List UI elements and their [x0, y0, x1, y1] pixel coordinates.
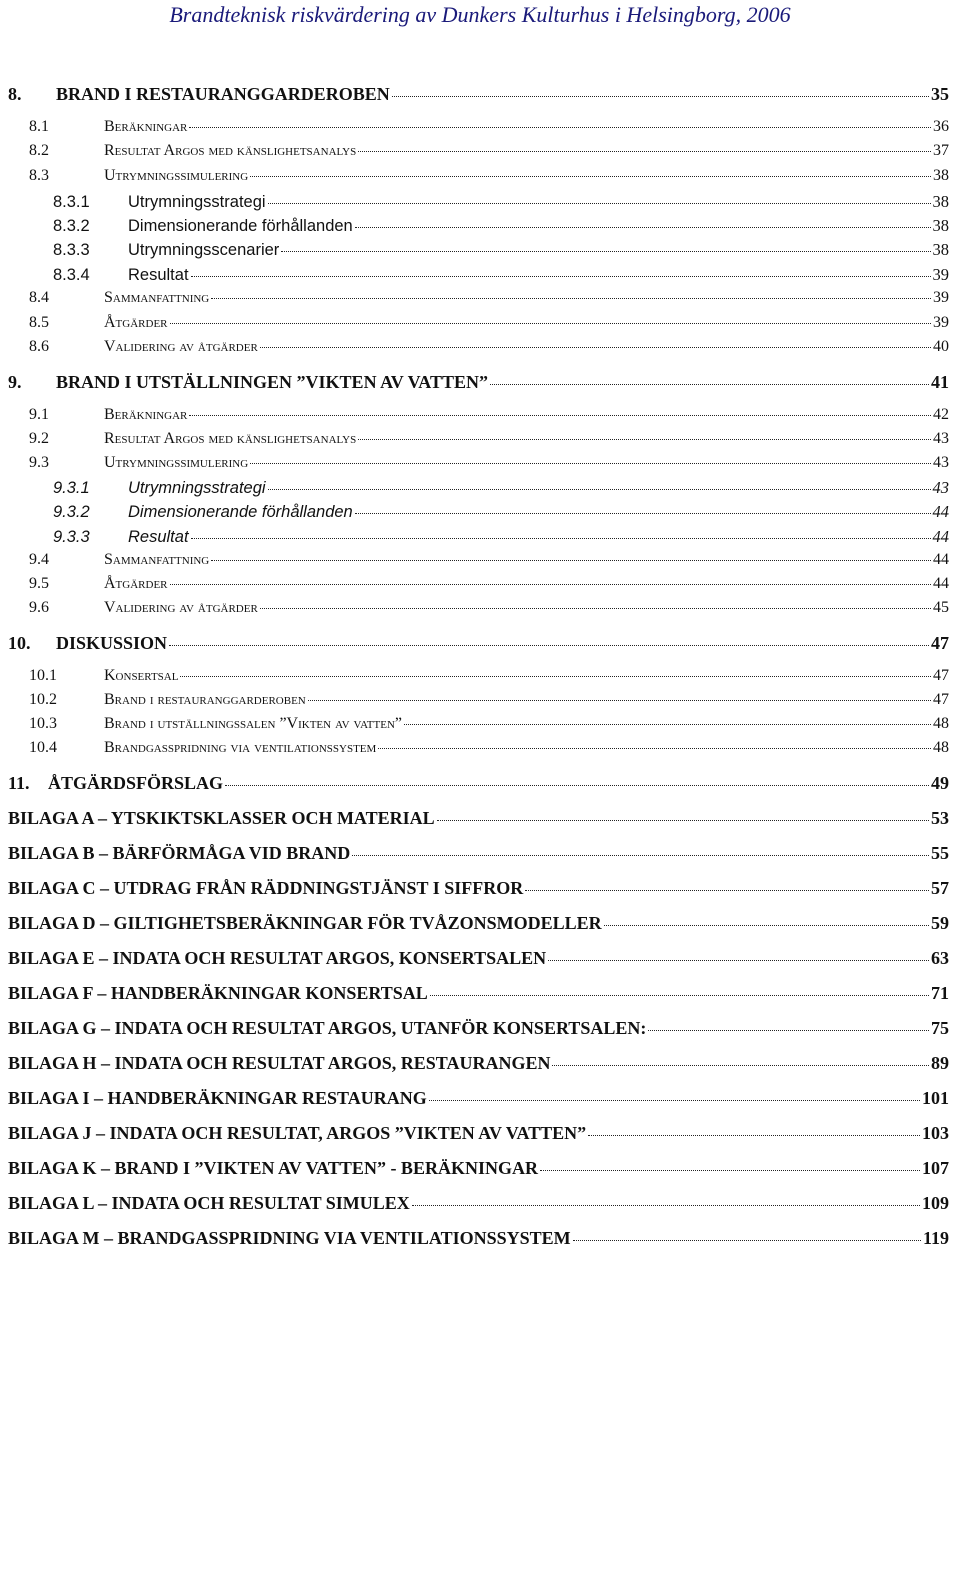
toc-entry-number: 8.3.3: [53, 241, 90, 259]
toc-entry-title: BRAND I RESTAURANGGARDEROBEN: [56, 84, 390, 104]
toc-entry-title: BILAGA L – INDATA OCH RESULTAT SIMULEX: [8, 1193, 410, 1213]
toc-entry-title: Dimensionerande förhållanden: [128, 503, 353, 521]
toc-entry-number: 9.1: [29, 406, 49, 423]
toc-entry-number: 10.1: [29, 667, 57, 684]
dot-leader: [180, 676, 931, 677]
running-header: Brandteknisk riskvärdering av Dunkers Kulturhus i Helsingborg, 2006: [169, 2, 791, 27]
toc-entry-number: 9.2: [29, 430, 49, 447]
toc-entry[interactable]: [53, 240, 949, 260]
toc-entry-title: Brand i restauranggarderoben: [104, 691, 306, 708]
toc-entry-page-number: 48: [933, 715, 949, 732]
toc-entry-number: 10.4: [29, 739, 57, 756]
toc-appendix-entry[interactable]: [8, 1123, 949, 1144]
toc-entry[interactable]: [29, 551, 949, 569]
toc-entry-title: Brandgasspridning via ventilationssystem: [104, 739, 377, 756]
dot-leader: [352, 855, 929, 856]
toc-entry[interactable]: [29, 599, 949, 617]
toc-entry-number: 8.3: [29, 167, 49, 184]
toc-entry-title: Utrymningsstrategi: [128, 479, 266, 497]
toc-entry-page-number: 47: [933, 667, 949, 684]
toc-entry-page-number: 43: [933, 454, 949, 471]
toc-entry[interactable]: [29, 406, 949, 424]
toc-entry-page-number: 45: [933, 599, 949, 616]
dot-leader: [648, 1030, 929, 1031]
toc-entry[interactable]: [29, 430, 949, 448]
toc-entry[interactable]: [53, 192, 949, 212]
dot-leader: [268, 489, 931, 490]
toc-entry-number: 8.3.2: [53, 217, 90, 235]
toc-entry-title: BILAGA J – INDATA OCH RESULTAT, ARGOS ”VIKTEN AV VATTEN”: [8, 1123, 587, 1143]
toc-entry-title: Beräkningar: [104, 406, 188, 423]
toc-entry[interactable]: [29, 338, 949, 356]
toc-entry-page-number: 44: [932, 527, 949, 546]
dot-leader: [437, 820, 929, 821]
toc-entry[interactable]: [29, 715, 949, 733]
dot-leader: [540, 1170, 920, 1171]
dot-leader: [604, 925, 929, 926]
toc-entry-page-number: 43: [933, 430, 949, 447]
toc-entry-number: 9.: [8, 372, 22, 392]
toc-entry[interactable]: [53, 527, 949, 547]
toc-entry-title: Resultat: [128, 528, 189, 546]
toc-entry-title: Beräkningar: [104, 118, 188, 135]
toc-entry-page-number: 44: [932, 502, 949, 521]
dot-leader: [268, 203, 931, 204]
dot-leader: [392, 96, 929, 97]
toc-entry-title: BILAGA D – GILTIGHETSBERÄKNINGAR FÖR TVÅZONSMODELLER: [8, 913, 602, 933]
toc-entry-title: Utrymningssimulering: [104, 454, 249, 471]
toc-entry-page-number: 40: [933, 338, 949, 355]
toc-entry-number: 10.3: [29, 715, 57, 732]
dot-leader: [189, 415, 931, 416]
toc-entry-title: Åtgärder: [104, 575, 168, 592]
dot-leader: [430, 995, 929, 996]
toc-entry[interactable]: [29, 289, 949, 307]
dot-leader: [250, 176, 931, 177]
toc-entry-page-number: 59: [931, 913, 949, 933]
toc-entry-title: Utrymningssimulering: [104, 167, 249, 184]
toc-entry-page-number: 71: [931, 983, 949, 1003]
dot-leader: [281, 251, 930, 252]
toc-entry-title: Sammanfattning: [104, 289, 210, 306]
toc-entry-page-number: 38: [932, 216, 949, 235]
toc-entry-title: BRAND I UTSTÄLLNINGEN ”VIKTEN AV VATTEN”: [56, 372, 488, 392]
dot-leader: [552, 1065, 929, 1066]
toc-entry-page-number: 38: [932, 240, 949, 259]
toc-entry[interactable]: [8, 773, 949, 794]
toc-entry-title: Åtgärder: [104, 314, 168, 331]
toc-appendix-entry[interactable]: [8, 808, 949, 829]
toc-entry-title: Dimensionerande förhållanden: [128, 217, 353, 235]
dot-leader: [548, 960, 929, 961]
toc-entry[interactable]: [29, 167, 949, 185]
toc-entry-page-number: 47: [933, 691, 949, 708]
toc-entry-page-number: 42: [933, 406, 949, 423]
toc-entry-title: BILAGA C – UTDRAG FRÅN RÄDDNINGSTJÄNST I SIFFROR: [8, 878, 524, 898]
toc-entry-page-number: 39: [932, 265, 949, 284]
toc-entry-number: 8.3.1: [53, 193, 90, 211]
toc-entry-number: 9.3.2: [53, 503, 90, 521]
dot-leader: [412, 1205, 920, 1206]
toc-entry-page-number: 55: [931, 843, 949, 863]
toc-entry-page-number: 38: [933, 167, 949, 184]
toc-entry-number: 9.5: [29, 575, 49, 592]
toc-entry-title: Resultat Argos med känslighetsanalys: [104, 430, 357, 447]
toc-entry-number: 9.3: [29, 454, 49, 471]
toc-entry-title: Brand i utställningssalen ”Vikten av vatten”: [104, 715, 403, 732]
toc-entry[interactable]: [29, 454, 949, 472]
toc-entry-page-number: 43: [932, 478, 949, 497]
toc-entry-page-number: 57: [931, 878, 949, 898]
toc-entry-title: BILAGA A – YTSKIKTSKLASSER OCH MATERIAL: [8, 808, 435, 828]
toc-entry[interactable]: [53, 502, 949, 522]
toc-appendix-entry[interactable]: [8, 1193, 949, 1214]
toc-entry-page-number: 47: [931, 633, 949, 653]
toc-entry-page-number: 107: [922, 1158, 949, 1178]
toc-entry-number: 10.2: [29, 691, 57, 708]
toc-entry-number: 8.2: [29, 142, 49, 159]
dot-leader: [260, 347, 931, 348]
dot-leader: [191, 538, 931, 539]
toc-entry-page-number: 49: [931, 773, 949, 793]
dot-leader: [525, 890, 929, 891]
dot-leader: [490, 384, 929, 385]
toc-entry-number: 8.3.4: [53, 266, 90, 284]
dot-leader: [355, 513, 931, 514]
toc-entry-number: 8.5: [29, 314, 49, 331]
toc-entry[interactable]: [53, 478, 949, 498]
toc-entry-page-number: 63: [931, 948, 949, 968]
toc-appendix-entry[interactable]: [8, 1228, 949, 1249]
dot-leader: [358, 151, 931, 152]
dot-leader: [191, 276, 931, 277]
toc-entry-page-number: 75: [931, 1018, 949, 1038]
toc-entry-title: Validering av åtgärder: [104, 338, 258, 355]
toc-entry-page-number: 53: [931, 808, 949, 828]
toc-entry-title: BILAGA F – HANDBERÄKNINGAR KONSERTSAL: [8, 983, 428, 1003]
toc-appendix-entry[interactable]: [8, 1053, 949, 1074]
toc-entry-title: Validering av åtgärder: [104, 599, 258, 616]
toc-entry[interactable]: [8, 84, 949, 105]
toc-entry-page-number: 41: [931, 372, 949, 392]
dot-leader: [573, 1240, 921, 1241]
toc-entry[interactable]: [29, 314, 949, 332]
toc-entry-page-number: 37: [933, 142, 949, 159]
toc-appendix-entry[interactable]: [8, 878, 949, 899]
toc-entry[interactable]: [29, 142, 949, 160]
toc-appendix-entry[interactable]: [8, 983, 949, 1004]
toc-entry-title: BILAGA I – HANDBERÄKNINGAR RESTAURANG: [8, 1088, 427, 1108]
dot-leader: [588, 1135, 920, 1136]
toc-entry[interactable]: [8, 633, 949, 654]
toc-entry-title: Resultat: [128, 266, 189, 284]
toc-appendix-entry[interactable]: [8, 843, 949, 864]
toc-entry-page-number: 39: [933, 314, 949, 331]
toc-entry-number: 9.6: [29, 599, 49, 616]
toc-appendix-entry[interactable]: [8, 1018, 949, 1039]
toc-entry-title: Konsertsal: [104, 667, 179, 684]
toc-entry-page-number: 36: [933, 118, 949, 135]
toc-entry[interactable]: [53, 216, 949, 236]
toc-entry-number: 8.1: [29, 118, 49, 135]
toc-entry[interactable]: [8, 372, 949, 393]
toc-entry-page-number: 89: [931, 1053, 949, 1073]
dot-leader: [260, 608, 931, 609]
dot-leader: [404, 724, 931, 725]
toc-appendix-entry[interactable]: [8, 1158, 949, 1179]
toc-entry[interactable]: [29, 739, 949, 757]
dot-leader: [189, 127, 931, 128]
toc-appendix-entry[interactable]: [8, 913, 949, 934]
dot-leader: [170, 584, 932, 585]
toc-entry-number: 9.3.1: [53, 479, 90, 497]
dot-leader: [355, 227, 931, 228]
dot-leader: [211, 560, 931, 561]
toc-entry-number: 10.: [8, 633, 31, 653]
toc-entry-page-number: 119: [922, 1228, 949, 1248]
toc-entry[interactable]: [53, 265, 949, 285]
toc-entry-title: BILAGA G – INDATA OCH RESULTAT ARGOS, UTANFÖR KONSERTSALEN:: [8, 1018, 647, 1038]
dot-leader: [429, 1100, 920, 1101]
dot-leader: [308, 700, 931, 701]
toc-entry-title: BILAGA E – INDATA OCH RESULTAT ARGOS, KONSERTSALEN: [8, 948, 547, 968]
toc-entry-title: BILAGA M – BRANDGASSPRIDNING VIA VENTILATIONSSYSTEM: [8, 1228, 571, 1248]
toc-entry-page-number: 35: [931, 84, 949, 104]
toc-entry-title: Sammanfattning: [104, 551, 210, 568]
toc-entry-title: ÅTGÄRDSFÖRSLAG: [48, 773, 224, 793]
toc-entry[interactable]: [29, 691, 949, 709]
dot-leader: [169, 645, 929, 646]
toc-entry[interactable]: [29, 667, 949, 685]
toc-entry-number: 8.: [8, 84, 22, 104]
dot-leader: [211, 298, 931, 299]
dot-leader: [358, 439, 931, 440]
toc-entry-number: 8.6: [29, 338, 49, 355]
toc-entry-title: DISKUSSION: [56, 633, 168, 653]
toc-entry-page-number: 109: [922, 1193, 949, 1213]
toc-entry-number: 9.4: [29, 551, 49, 568]
toc-entry[interactable]: [29, 118, 949, 136]
toc-entry-title: BILAGA B – BÄRFÖRMÅGA VID BRAND: [8, 843, 351, 863]
toc-entry-page-number: 44: [933, 551, 949, 568]
toc-entry-number: 9.3.3: [53, 528, 90, 546]
dot-leader: [225, 785, 929, 786]
toc-entry-title: BILAGA K – BRAND I ”VIKTEN AV VATTEN” - BERÄKNINGAR: [8, 1158, 538, 1178]
toc-entry[interactable]: [29, 575, 949, 593]
toc-entry-title: Utrymningsscenarier: [128, 241, 280, 259]
toc-entry-number: 8.4: [29, 289, 49, 306]
dot-leader: [170, 323, 932, 324]
toc-appendix-entry[interactable]: [8, 1088, 949, 1109]
toc-entry-page-number: 101: [922, 1088, 949, 1108]
toc-entry-title: BILAGA H – INDATA OCH RESULTAT ARGOS, RESTAURANGEN: [8, 1053, 551, 1073]
toc-entry-title: Utrymningsstrategi: [128, 193, 266, 211]
toc-entry-page-number: 38: [932, 192, 949, 211]
toc-entry-page-number: 39: [933, 289, 949, 306]
toc-entry-page-number: 44: [933, 575, 949, 592]
toc-appendix-entry[interactable]: [8, 948, 949, 969]
toc-entry-page-number: 48: [933, 739, 949, 756]
toc-entry-page-number: 103: [922, 1123, 949, 1143]
dot-leader: [378, 748, 931, 749]
dot-leader: [250, 463, 931, 464]
toc-entry-title: Resultat Argos med känslighetsanalys: [104, 142, 357, 159]
toc-entry-number: 11.: [8, 773, 30, 793]
